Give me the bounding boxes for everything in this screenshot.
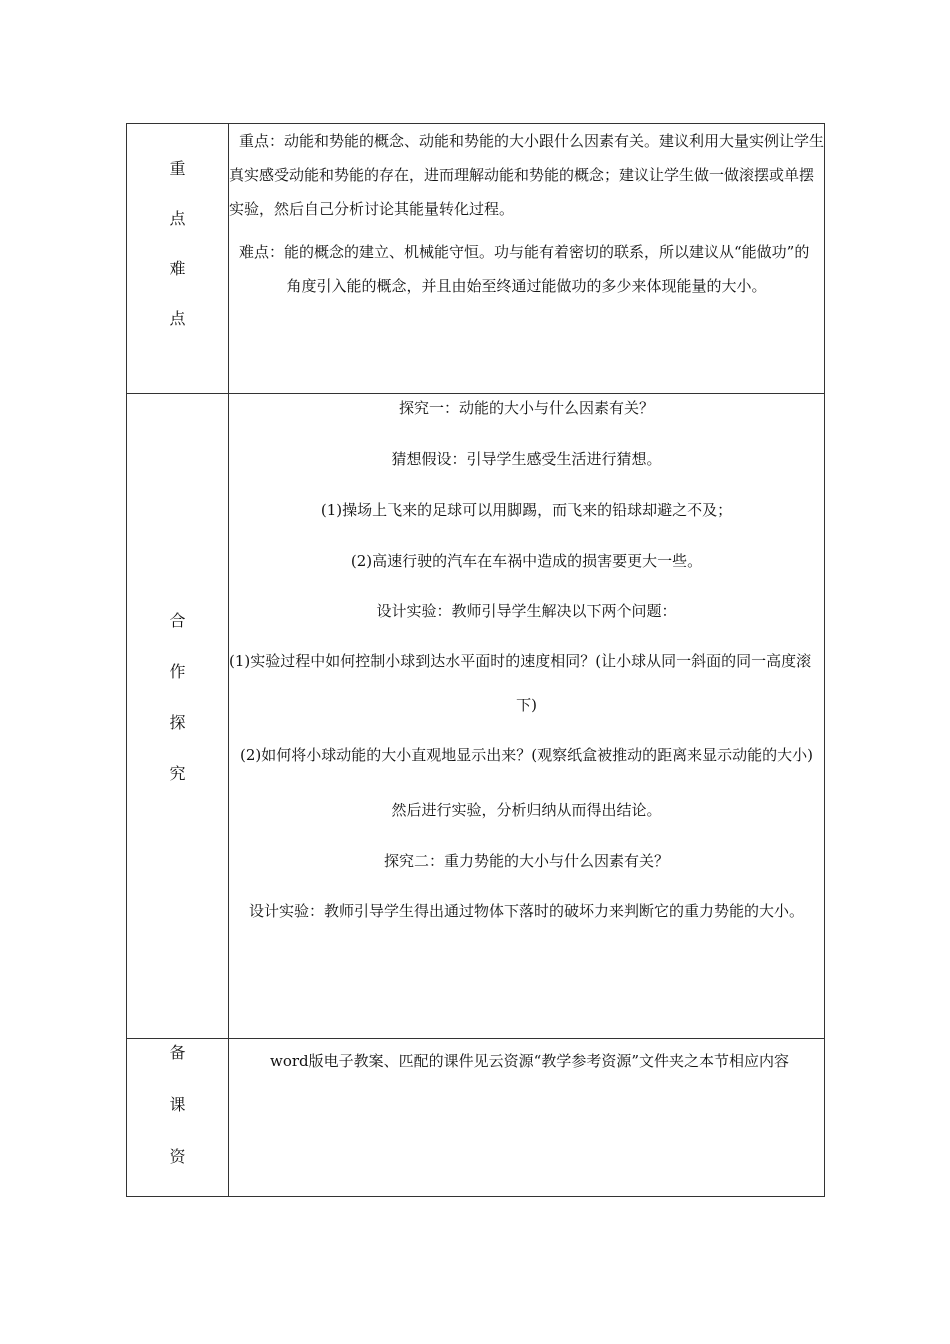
label-char: 作 (169, 662, 186, 681)
inquiry-line: 设计实验：教师引导学生解决以下两个问题： (376, 602, 677, 620)
inquiry-line: (2)高速行驶的汽车在车祸中造成的损害要更大一些。 (350, 552, 703, 570)
row-label (127, 394, 228, 782)
label-char: 难 (169, 259, 186, 278)
label-char: 究 (169, 764, 186, 783)
label-char: 点 (169, 309, 186, 328)
label-char: 点 (169, 209, 186, 228)
cooperative-inquiry-row (127, 394, 825, 1039)
inquiry-line: (2)如何将小球动能的大小直观地显示出来？(观察纸盒被推动的距离来显示动能的大小) (240, 746, 813, 764)
label-char: 资 (169, 1147, 186, 1166)
row-label-cell (127, 124, 229, 394)
label-char: 重 (169, 159, 186, 178)
inquiry-line: (1)实验过程中如何控制小球到达水平面时的速度相同？(让小球从同一斜面的同一高度滚下) (229, 652, 812, 714)
inquiry-line: 探究二：重力势能的大小与什么因素有关？ (383, 852, 669, 870)
inquiry-line: 然后进行实验，分析归纳从而得出结论。 (391, 801, 662, 819)
inquiry-line: (1)操场上飞来的足球可以用脚踢，而飞来的铅球却避之不及； (320, 501, 733, 519)
label-char: 备 (169, 1043, 186, 1062)
row-body-cell (229, 1039, 825, 1197)
row-body-cell (229, 394, 825, 1039)
inquiry-line: 猜想假设：引导学生感受生活进行猜想。 (391, 450, 662, 468)
key-difficult-points-row (127, 124, 825, 394)
row-label (127, 124, 228, 327)
row-label (127, 1039, 228, 1165)
lesson-plan-table (126, 123, 825, 1197)
label-char: 探 (169, 713, 186, 732)
row-label-cell (127, 394, 229, 1039)
row-label-cell (127, 1039, 229, 1197)
key-points-paragraph: 重点：动能和势能的概念、动能和势能的大小跟什么因素有关。建议利用大量实例让学生真实感受动能和势能的存在，进而理解动能和势能的概念；建议让学生做一做滚摆或单摆实验，然后自己分析讨论其能量转化过程。 (229, 132, 825, 218)
resources-text: word版电子教案、匹配的课件见云资源“教学参考资源”文件夹之本节相应内容 (270, 1052, 789, 1070)
label-char: 课 (169, 1095, 186, 1114)
label-char: 合 (169, 611, 186, 630)
row-body-cell (229, 124, 825, 394)
inquiry-line: 探究一：动能的大小与什么因素有关？ (398, 399, 654, 417)
resources-row (127, 1039, 825, 1197)
inquiry-line: 设计实验：教师引导学生得出通过物体下落时的破坏力来判断它的重力势能的大小。 (248, 902, 804, 920)
difficult-points-paragraph: 难点：能的概念的建立、机械能守恒。功与能有着密切的联系，所以建议从“能做功”的角度引入能的概念，并且由始至终通过能做功的多少来体现能量的大小。 (239, 243, 810, 295)
